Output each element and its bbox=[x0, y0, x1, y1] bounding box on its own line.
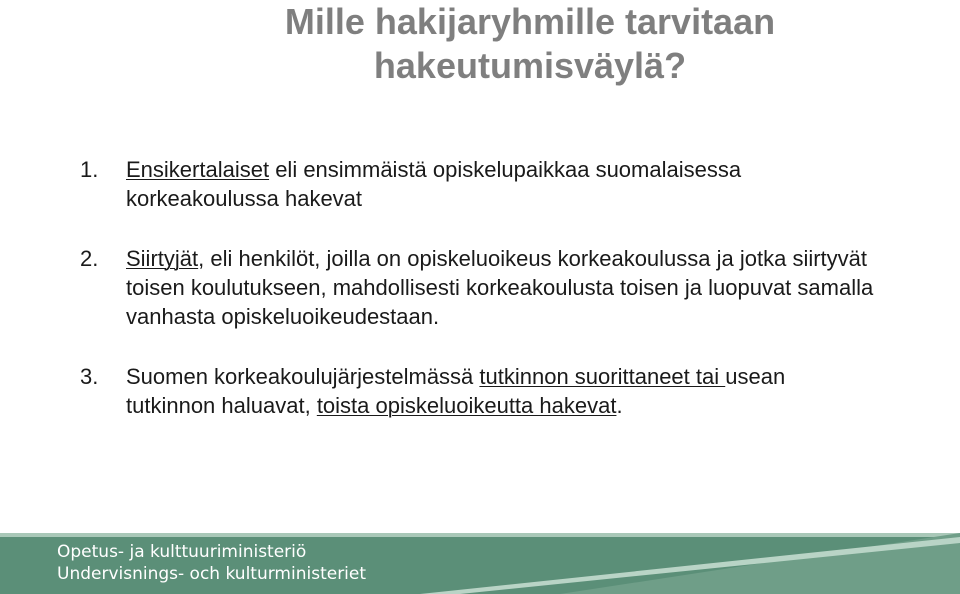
term-second-study-right: toista opiskeluoikeutta hakevat bbox=[316, 393, 617, 418]
list-item-text: Suomen korkeakoulujärjestelmässä bbox=[126, 364, 480, 389]
list-item-number: 1. bbox=[80, 157, 99, 182]
slide-title-line-2: hakeutumisväylä? bbox=[373, 45, 687, 86]
slide-title-line-1: Mille hakijaryhmille tarvitaan bbox=[284, 1, 776, 42]
list-item-2 bbox=[80, 244, 880, 331]
list-item-number: 3. bbox=[80, 364, 99, 389]
list-item-text: usean tutkinnon haluavat, bbox=[126, 364, 786, 418]
term-transfer-applicants: Siirtyjät bbox=[126, 246, 199, 271]
ministry-name-fi: Opetus- ja kulttuuriministeriö bbox=[57, 542, 307, 562]
ministry-name-sv: Undervisnings- och kulturministeriet bbox=[57, 564, 367, 584]
list-item-text: eli ensimmäistä opiskelupaikkaa suomalaisessa korkeakoulussa hakevat bbox=[126, 157, 742, 211]
term-first-time-applicants: Ensikertalaiset bbox=[126, 157, 270, 182]
list-item-3 bbox=[80, 362, 880, 420]
ministry-footer-banner bbox=[0, 533, 960, 594]
list-item-1 bbox=[80, 155, 880, 213]
list-item-text: . bbox=[616, 393, 623, 418]
term-degree-holders: tutkinnon suorittaneet tai bbox=[479, 364, 726, 389]
footer-diagonal-band bbox=[560, 533, 960, 594]
slide-title bbox=[0, 0, 960, 88]
footer-top-stripe bbox=[0, 533, 960, 537]
list-item-text: , eli henkilöt, joilla on opiskeluoikeus korkeakoulussa ja jotka siirtyvät toisen koulutukseen, mahdollisesti korkeakoulusta toisen ja luopuvat samalla vanhasta opiskeluoikeudestaan. bbox=[126, 246, 874, 329]
applicant-group-list bbox=[80, 155, 880, 420]
list-item-number: 2. bbox=[80, 246, 99, 271]
ministry-name bbox=[57, 541, 366, 585]
